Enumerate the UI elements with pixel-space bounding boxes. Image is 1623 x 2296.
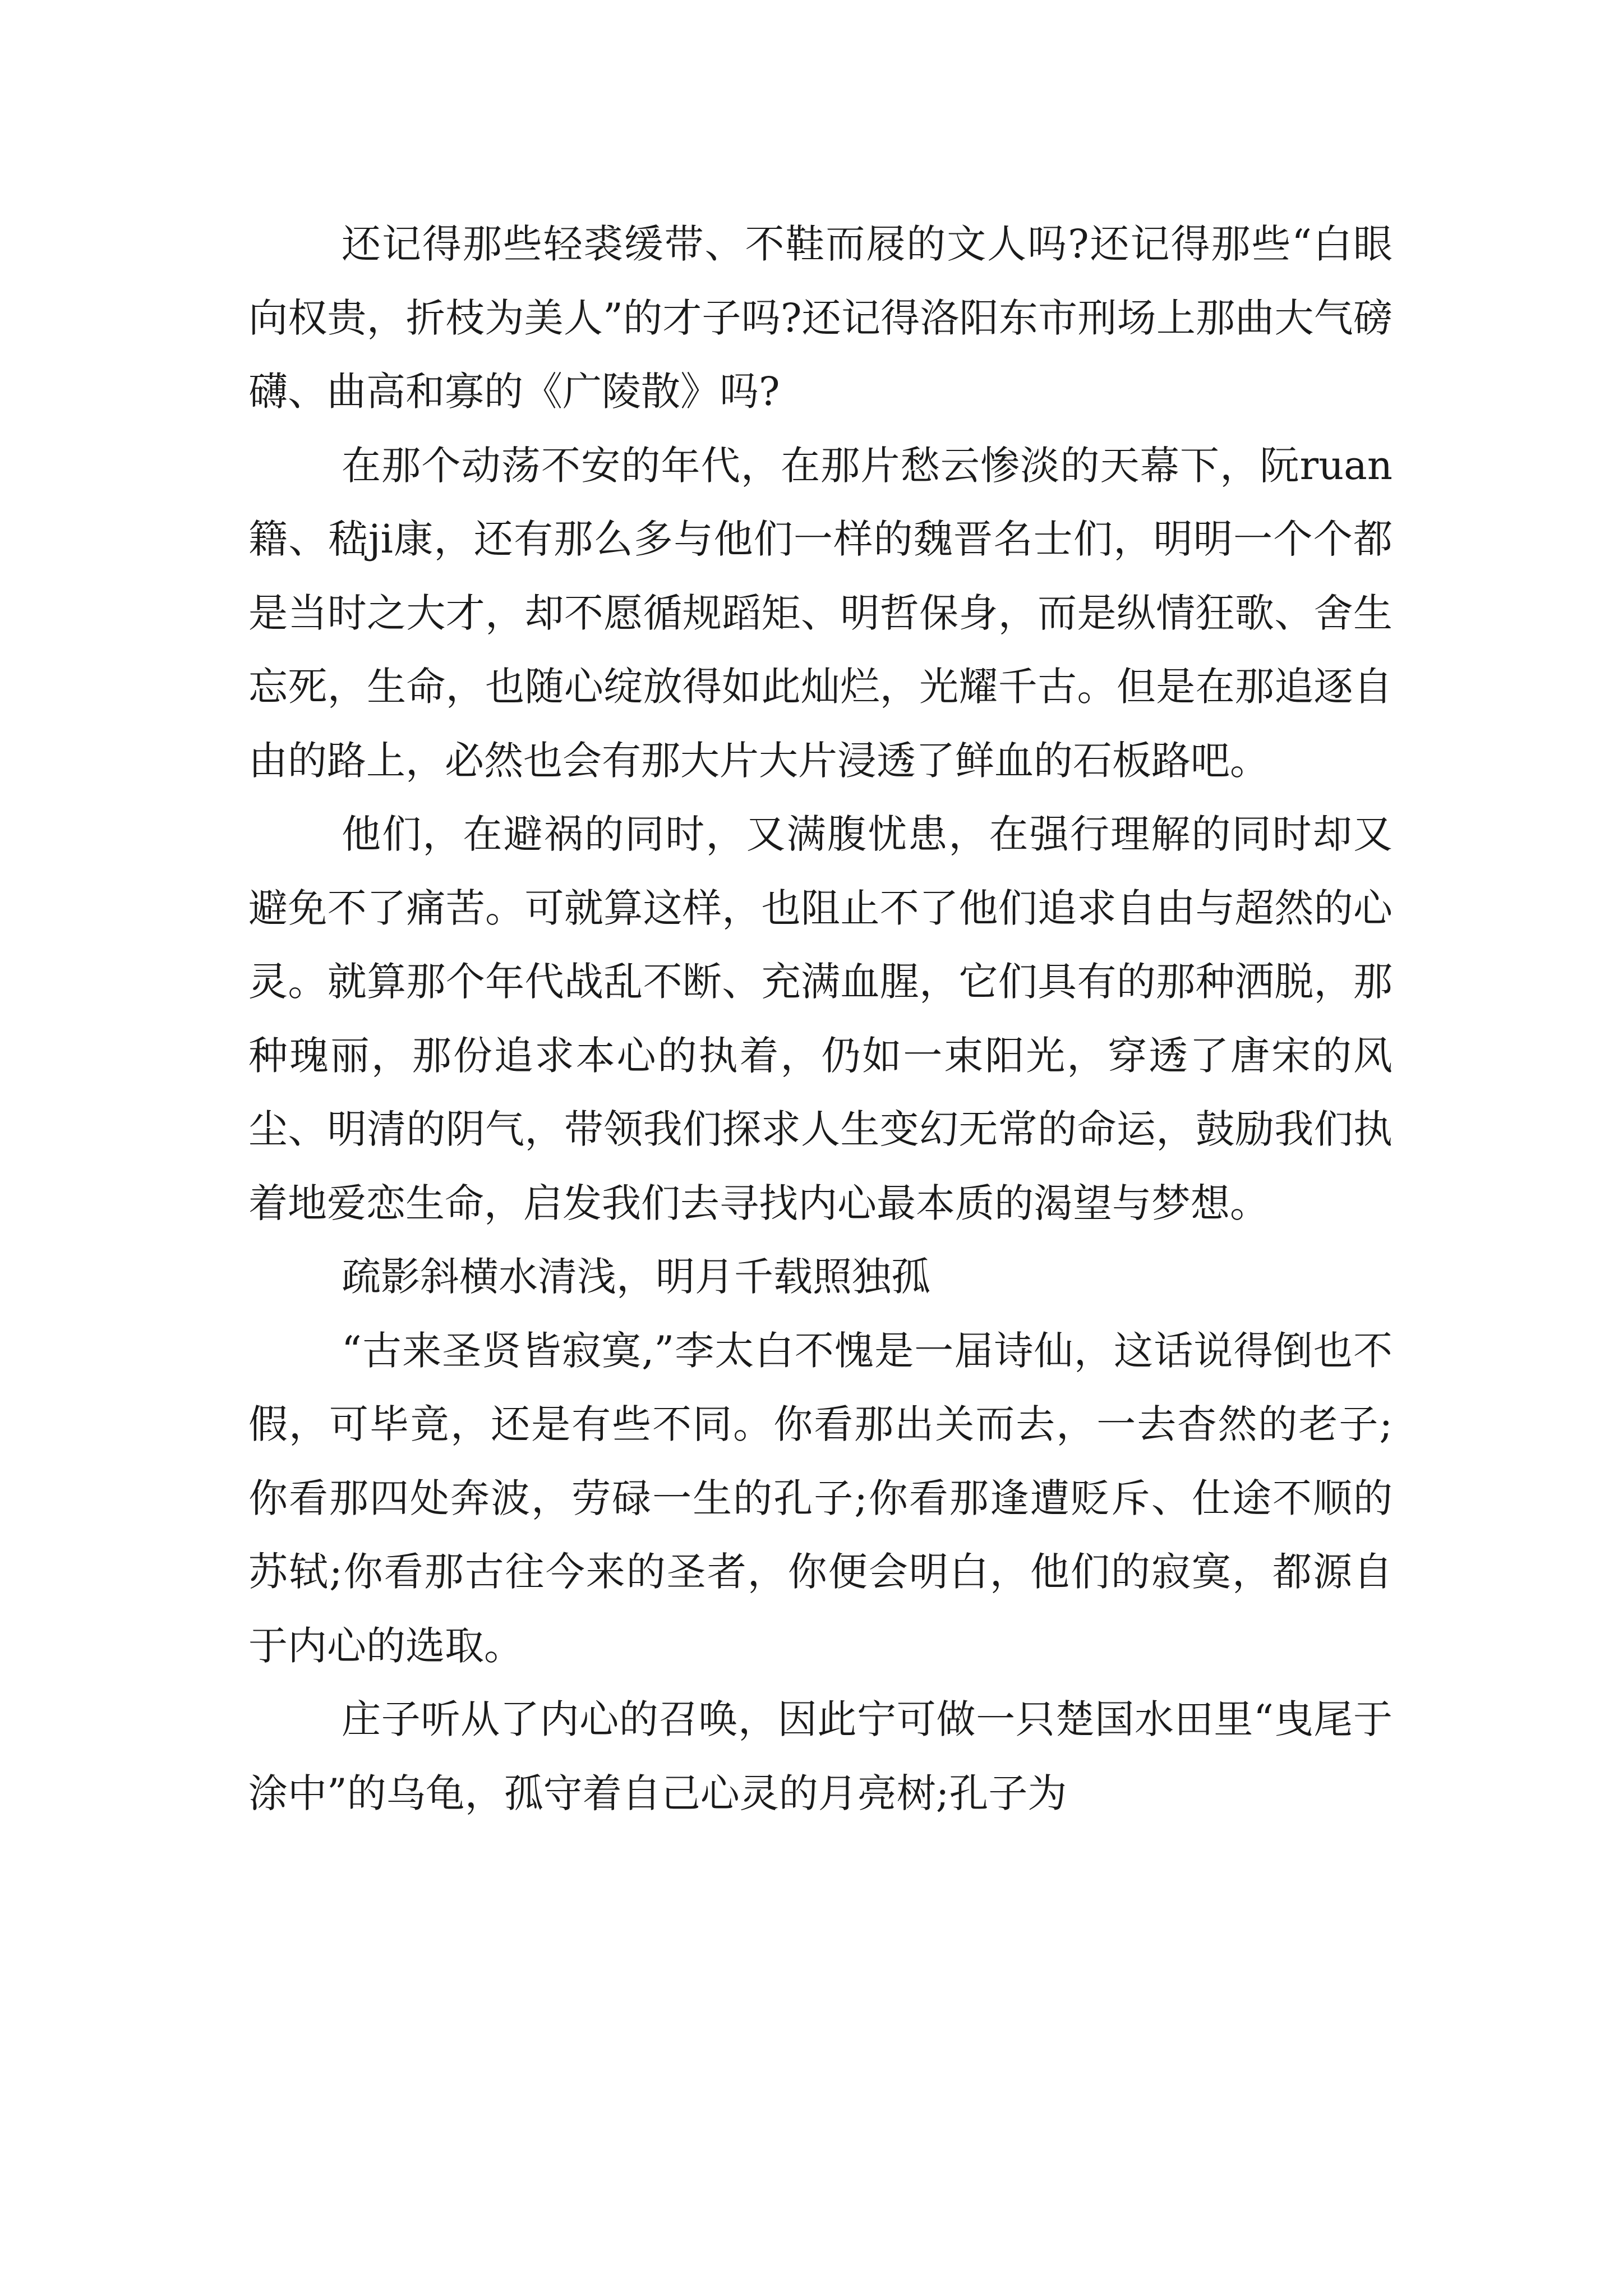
paragraph-2: 在那个动荡不安的年代，在那片愁云惨淡的天幕下，阮ruan籍、嵇ji康，还有那么多与他们一样的魏晋名士们，明明一个个都是当时之大才，却不愿循规蹈矩、明哲保身，而是纵情狂歌、舍生忘死，生命，也随心绽放得如此灿烂，光耀千古。但是在那追逐自由的路上，必然也会有那大片大片浸透了鲜血的石板路吧。 [248, 442, 1393, 784]
section-heading: 疏影斜横水清浅，明月千载照独孤 [342, 1254, 930, 1300]
body-text [248, 208, 1393, 1830]
paragraph-1: 还记得那些轻裘缓带、不鞋而屐的文人吗?还记得那些“白眼向权贵，折枝为美人”的才子吗?还记得洛阳东市刑场上那曲大气磅礴、曲高和寡的《广陵散》吗? [248, 221, 1393, 415]
paragraph-3: 他们，在避祸的同时，又满腹忧患，在强行理解的同时却又避免不了痛苦。可就算这样，也阻止不了他们追求自由与超然的心灵。就算那个年代战乱不断、充满血腥，它们具有的那种洒脱，那种瑰丽，那份追求本心的执着，仍如一束阳光，穿透了唐宋的风尘、明清的阴气，带领我们探求人生变幻无常的命运，鼓励我们执着地爱恋生命，启发我们去寻找内心最本质的渴望与梦想。 [248, 811, 1393, 1226]
paragraph-5: 庄子听从了内心的召唤，因此宁可做一只楚国水田里“曳尾于涂中”的乌龟，孤守着自己心灵的月亮树;孔子为 [248, 1696, 1393, 1816]
paragraph-4: “古来圣贤皆寂寞,”李太白不愧是一届诗仙，这话说得倒也不假，可毕竟，还是有些不同。你看那出关而去，一去杳然的老子;你看那四处奔波，劳碌一生的孔子;你看那逢遭贬斥、仕途不顺的苏轼;你看那古往今来的圣者，你便会明白，他们的寂寞，都源自于内心的选取。 [248, 1327, 1393, 1669]
